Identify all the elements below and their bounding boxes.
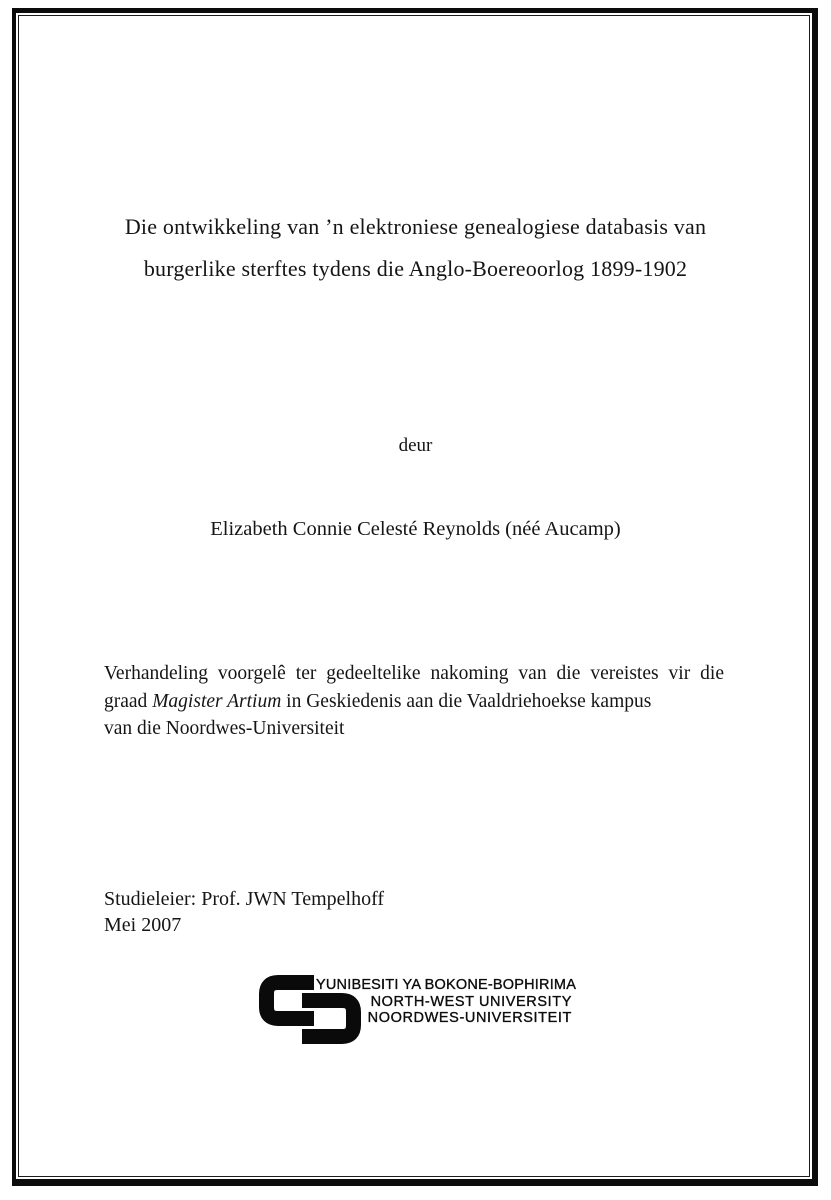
degree-statement-line2-prefix: graad: [104, 690, 153, 712]
logo-text-afrikaans: NOORDWES-UNIVERSITEIT: [367, 1010, 572, 1026]
supervisor-block: [104, 886, 384, 938]
degree-statement-line1: Verhandeling voorgelê ter gedeeltelike nakoming van die vereistes vir die: [104, 663, 724, 684]
degree-statement-line3: van die Noordwes-Universiteit: [104, 718, 345, 739]
university-logo: [256, 970, 586, 1052]
university-logo-text: [316, 977, 577, 1027]
degree-name-italic: Magister Artium: [152, 690, 282, 712]
thesis-title: [0, 206, 831, 290]
author-name: Elizabeth Connie Celesté Reynolds (néé Aucamp): [210, 518, 621, 540]
degree-statement-line2-suffix: in Geskiedenis aan die Vaaldriehoekse kampus: [281, 690, 652, 712]
thesis-title-line1: Die ontwikkeling van ’n elektroniese genealogiese databasis van: [124, 214, 707, 239]
logo-text-setswana: YUNIBESITI YA BOKONE-BOPHIRIMA: [316, 977, 577, 993]
date-line: Mei 2007: [104, 914, 182, 936]
logo-text-english: NORTH-WEST UNIVERSITY: [370, 993, 572, 1010]
byline-deur: deur: [398, 435, 433, 456]
degree-statement-line2: [104, 688, 724, 716]
supervisor-line: Studieleier: Prof. JWN Tempelhoff: [104, 888, 385, 910]
degree-statement: [104, 660, 724, 743]
thesis-title-line2: burgerlike sterftes tydens die Anglo-Boereoorlog 1899-1902: [143, 256, 688, 281]
